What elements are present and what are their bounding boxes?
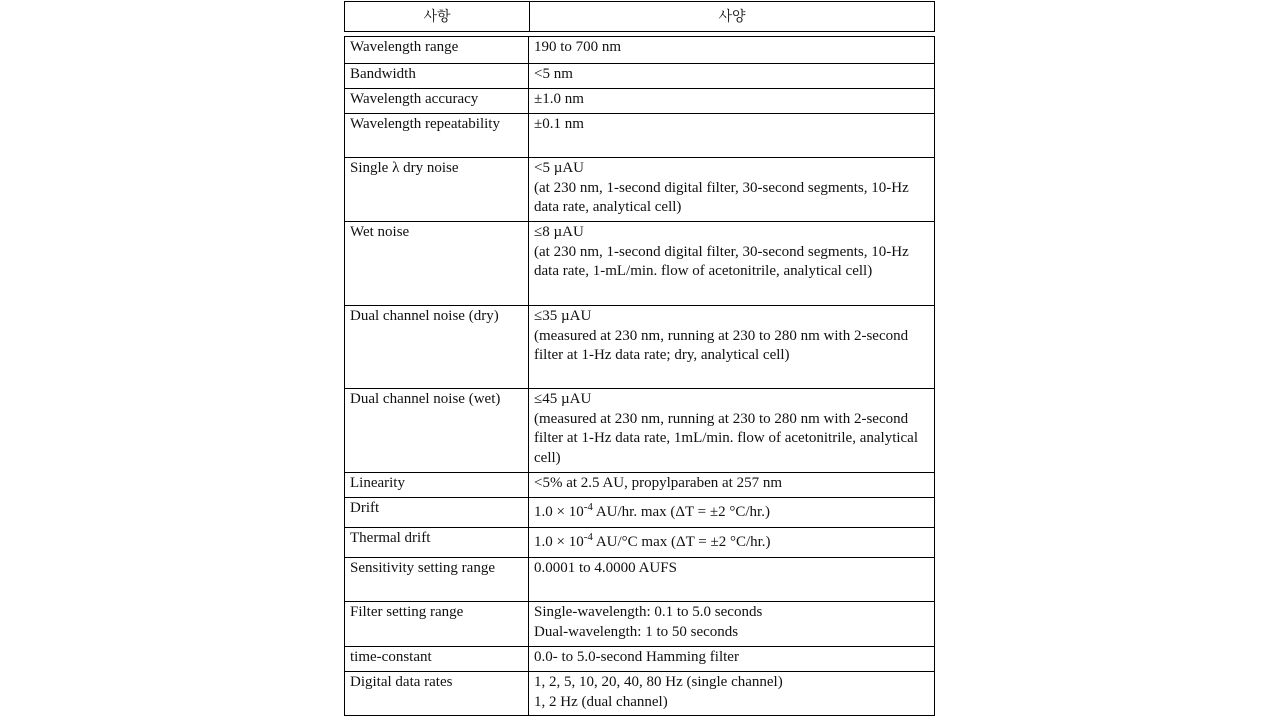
row-value [529, 498, 934, 527]
row-value: <5% at 2.5 AU, propylparaben at 257 nm [534, 475, 782, 491]
row-note: (measured at 230 nm, running at 230 to 280 nm with 2-second filter at 1-Hz data rate; dry, analytical cell) [534, 327, 909, 363]
table-row [344, 473, 935, 498]
row-value: ≤8 µAU [534, 224, 584, 240]
row-value: <5 nm [534, 66, 573, 82]
table-row [344, 158, 935, 222]
row-note: (at 230 nm, 1-second digital filter, 30-second segments, 10-Hz data rate, 1-mL/min. flow of acetonitrile, analytical cell) [534, 243, 909, 279]
row-item: Digital data rates [345, 672, 529, 715]
row-item: Wavelength accuracy [345, 89, 529, 113]
table-row [344, 672, 935, 716]
table-row [344, 64, 935, 89]
row-item: Linearity [345, 473, 529, 497]
row-cell [529, 222, 934, 305]
row-cell [529, 158, 934, 221]
table-row [344, 37, 935, 64]
row-cell [529, 602, 934, 646]
drift-value-base: 1.0 × 10 [534, 504, 584, 520]
row-value: ±0.1 nm [534, 116, 584, 132]
row-item: Thermal drift [345, 528, 529, 557]
row-item: Drift [345, 498, 529, 527]
row-cell [529, 672, 934, 715]
row-cell [529, 306, 934, 388]
table-row [344, 306, 935, 389]
header-spec-label: 사양 [718, 9, 746, 25]
row-value [529, 528, 934, 557]
row-item: Wet noise [345, 222, 529, 305]
row-value: 0.0001 to 4.0000 AUFS [534, 560, 677, 576]
row-item: time-constant [345, 647, 529, 671]
table-row [344, 528, 935, 558]
table-row [344, 647, 935, 672]
row-value: ≤45 µAU [534, 391, 592, 407]
drift-value-exponent: -4 [583, 501, 593, 513]
row-value: 0.0- to 5.0-second Hamming filter [534, 649, 739, 665]
thermal-drift-value-unit: AU/°C max (ΔT = ±2 °C/hr.) [592, 534, 771, 550]
row-item: Wavelength range [345, 37, 529, 63]
table-row [344, 114, 935, 158]
row-value: <5 µAU [534, 160, 585, 176]
row-value: 1, 2, 5, 10, 20, 40, 80 Hz (single channel) [534, 674, 783, 690]
row-note: 1, 2 Hz (dual channel) [534, 693, 668, 710]
spec-document [344, 1, 935, 716]
thermal-drift-value-base: 1.0 × 10 [534, 534, 584, 550]
table-row [344, 558, 935, 602]
row-item: Bandwidth [345, 64, 529, 88]
row-cell [529, 389, 934, 472]
row-value: ±1.0 nm [534, 91, 584, 107]
table-row [344, 602, 935, 647]
row-note: Dual-wavelength: 1 to 50 seconds [534, 623, 739, 640]
table-row [344, 389, 935, 473]
table-row [344, 222, 935, 306]
row-item: Sensitivity setting range [345, 558, 529, 601]
row-item: Dual channel noise (wet) [345, 389, 529, 472]
drift-value-unit: AU/hr. max (ΔT = ±2 °C/hr.) [592, 504, 770, 520]
spec-table [344, 36, 935, 716]
row-item: Filter setting range [345, 602, 529, 646]
thermal-drift-value-exponent: -4 [583, 531, 593, 543]
row-note: (at 230 nm, 1-second digital filter, 30-second segments, 10-Hz data rate, analytical cell) [534, 179, 909, 215]
table-row [344, 498, 935, 528]
row-note: (measured at 230 nm, running at 230 to 280 nm with 2-second filter at 1-Hz data rate, 1mL/min. flow of acetonitrile, analytical cell) [534, 410, 919, 466]
row-value: 190 to 700 nm [534, 39, 622, 55]
row-item: Wavelength repeatability [345, 114, 529, 157]
table-header [344, 1, 935, 32]
row-item: Dual channel noise (dry) [345, 306, 529, 388]
table-row [344, 89, 935, 114]
row-item: Single λ dry noise [345, 158, 529, 221]
row-value: Single-wavelength: 0.1 to 5.0 seconds [534, 604, 763, 620]
header-item-label: 사항 [345, 2, 530, 31]
row-value: ≤35 µAU [534, 308, 592, 324]
